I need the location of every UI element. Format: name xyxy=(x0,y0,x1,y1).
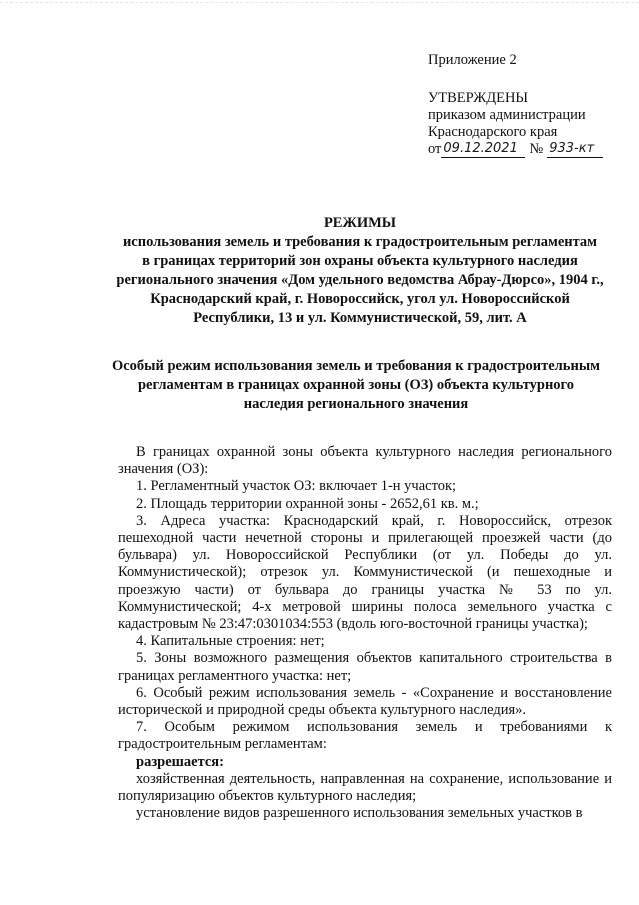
intro-paragraph: В границах охранной зоны объекта культурного наследия регионального значения (ОЗ): xyxy=(118,444,612,478)
title-line: в границах территорий зон охраны объекта культурного наследия xyxy=(142,253,578,269)
list-item: 3. Адреса участка: Краснодарский край, г. Новороссийск, отрезок пешеходной части нечетной стороны и прилегающей проезжей части (до бульвара) ул. Новороссийской Республики (от ул. Победы до ул. Коммунистической); отрезок ул. Коммунистической (и пешеходные и проезжую части) от бульвара до границы участка № 53 по ул. Коммунистической; 4-х метровой ширины полоса земельного участка с кадастровым № 23:47:0301034:553 (вдоль юго-восточной границы участка); xyxy=(118,512,612,633)
list-item: 7. Особым режимом использования земель и требованиями к градостроительным регламентам: xyxy=(118,719,612,753)
special-title-line: наследия регионального значения xyxy=(243,396,469,412)
list-item: 5. Зоны возможного размещения объектов капитального строительства в границах регламентного участка: нет; xyxy=(118,650,612,684)
title-line: Республики, 13 и ул. Коммунистической, 59, лит. А xyxy=(193,310,527,326)
special-regime-title xyxy=(96,357,616,414)
approval-line-1: приказом администрации xyxy=(428,107,586,123)
title-line: использования земель и требования к градостроительным регламентам xyxy=(122,234,598,250)
handwritten-date: 09.12.2021 xyxy=(441,141,525,158)
appendix-label: Приложение 2 xyxy=(428,52,517,68)
scan-edge xyxy=(0,2,639,5)
list-item: 6. Особый режим использования земель - «Сохранение и восстановление исторической и природной среды объекта культурного наследия». xyxy=(118,684,612,719)
title-line: Краснодарский край, г. Новороссийск, угол ул. Новороссийской xyxy=(150,291,570,307)
approved-heading: УТВЕРЖДЕНЫ xyxy=(428,90,529,106)
document-body xyxy=(118,444,612,822)
title-main: РЕЖИМЫ xyxy=(323,215,397,231)
list-item: 4. Капитальные строения: нет; xyxy=(136,633,325,650)
order-date-number xyxy=(428,141,603,158)
handwritten-number: 933-кт xyxy=(547,141,603,158)
list-item: 2. Площадь территории охранной зоны - 2652,61 кв. м.; xyxy=(136,495,479,512)
number-sign: № xyxy=(529,141,544,157)
approval-block xyxy=(428,52,603,158)
approval-line-2: Краснодарского края xyxy=(428,124,558,140)
allowed-item: хозяйственная деятельность, направленная на сохранение, использование и популяризацию объектов культурного наследия; xyxy=(118,770,612,805)
title-line: регионального значения «Дом удельного ведомства Абрау-Дюрсо», 1904 г., xyxy=(116,272,604,288)
date-prefix: от xyxy=(428,141,442,157)
allowed-item: установление видов разрешенного использования земельных участков в xyxy=(136,805,583,822)
list-item: 1. Регламентный участок ОЗ: включает 1-н участок; xyxy=(136,478,457,495)
allowed-label: разрешается: xyxy=(136,753,224,770)
special-title-line: Особый режим использования земель и требования к градостроительным xyxy=(111,358,601,374)
document-title xyxy=(100,214,620,328)
special-title-line: регламентам в границах охранной зоны (ОЗ) объекта культурного xyxy=(137,377,575,393)
